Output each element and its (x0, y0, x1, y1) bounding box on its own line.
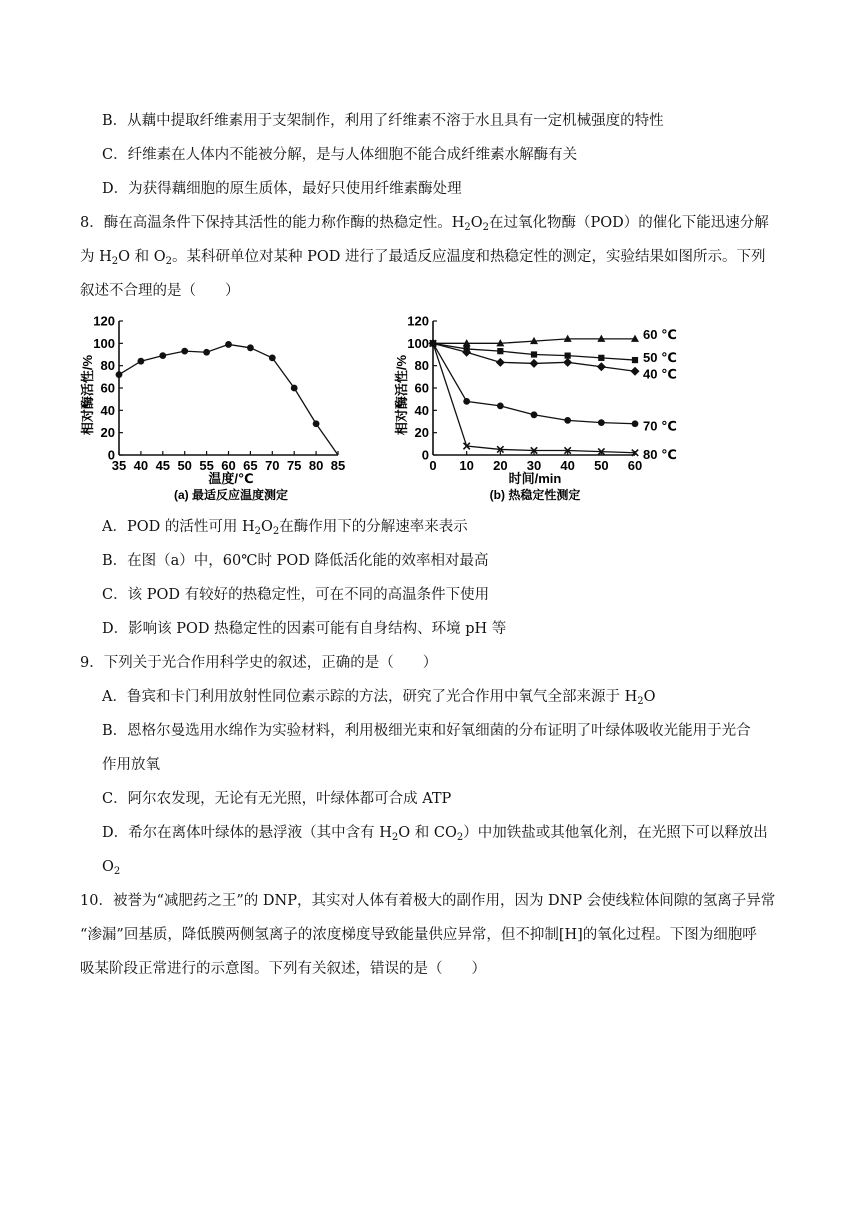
chart-b-data-point (631, 367, 640, 376)
chart-b-series-label: 60 ℃ (643, 326, 677, 342)
q8-option-c: C．该 POD 有较好的热稳定性，可在不同的高温条件下使用 (102, 587, 490, 603)
chart-b-y-tick-label: 40 (414, 402, 429, 418)
q9-stem: 9．下列关于光合作用科学史的叙述，正确的是（ ） (80, 655, 438, 671)
chart-b-data-point (531, 351, 537, 357)
chart-b-data-point (563, 358, 572, 367)
chart-a-y-tick-label: 20 (100, 425, 115, 441)
chart-a-data-point (313, 420, 320, 427)
q8-option-d: D．影响该 POD 热稳定性的因素可能有自身结构、环境 pH 等 (102, 621, 507, 637)
q9-option-a: A．鲁宾和卡门利用放射性同位素示踪的方法，研究了光合作用中氧气全部来源于 $H_2O$ (102, 689, 656, 707)
chart-b-x-tick-label: 50 (594, 458, 609, 473)
chart-b-series-label: 80 ℃ (643, 446, 677, 462)
chart-a-x-tick-label: 85 (330, 458, 346, 473)
chart-a-x-tick-label: 60 (221, 458, 236, 473)
chart-b-x-tick-label: 0 (429, 458, 437, 473)
q7-option-b: B．从藕中提取纤维素用于支架制作，利用了纤维素不溶于水且具有一定机械强度的特性 (102, 113, 664, 129)
q7-option-d: D．为获得藕细胞的原生质体，最好只使用纤维素酶处理 (102, 181, 462, 197)
chart-b-data-point (598, 419, 605, 426)
chart-a-x-tick-label: 55 (199, 458, 214, 473)
chart-b-y-tick-label: 60 (414, 380, 429, 396)
chart-b-data-point (530, 359, 539, 368)
q9-option-b-line1: B．恩格尔曼选用水绵作为实验材料，利用极细光束和好氧细菌的分布证明了叶绿体吸收光能用于光合 (102, 723, 751, 739)
chart-b-data-point (564, 417, 571, 424)
chart-b-xlabel: 时间/min (508, 471, 562, 486)
chart-a-ylabel: 相对酶活性/% (80, 354, 95, 436)
q8-option-b: B．在图（a）中，60℃时 POD 降低活化能的效率相对最高 (102, 553, 489, 569)
chart-a-x-tick-label: 80 (308, 458, 324, 473)
chart-b-y-tick-label: 100 (407, 335, 429, 351)
chart-a-data-point (269, 354, 276, 361)
q10-stem-line1: 10．被誉为“减肥药之王”的 DNP，其实对人体有着极大的副作用，因为 DNP 会使线粒体间隙的氢离子异常 (80, 893, 776, 909)
chart-b-y-tick-label: 0 (421, 447, 429, 463)
q7-option-c: C．纤维素在人体内不能被分解，是与人体细胞不能合成纤维素水解酶有关 (102, 147, 578, 163)
chart-b-y-tick-label: 20 (414, 425, 429, 441)
chart-b-series-label: 50 ℃ (643, 350, 677, 366)
chart-a-y-tick-label: 60 (100, 380, 115, 396)
chart-b-x-tick-label: 20 (493, 458, 508, 473)
q10-stem-line3: 吸某阶段正常进行的示意图。下列有关叙述，错误的是（ ） (80, 961, 486, 977)
chart-b-x-tick-label: 40 (560, 458, 575, 473)
q9-option-d-line1: D．希尔在离体叶绿体的悬浮液（其中含有 $H_2O$ 和 $CO_2$）中加铁盐或其他氧化剂，在光照下可以释放出 (102, 825, 768, 843)
chart-b-x-tick-label: 60 (627, 458, 643, 473)
chart-b-data-point (496, 358, 505, 367)
chart-b-data-point (597, 362, 606, 371)
chart-b-data-point (632, 420, 639, 427)
chart-a-x-tick-label: 75 (286, 458, 302, 473)
chart-a-x-tick-label: 45 (155, 458, 171, 473)
chart-optimal-temperature (76, 310, 356, 514)
chart-b-data-point (497, 402, 504, 409)
chart-a-y-tick-label: 120 (93, 313, 115, 329)
chart-b-y-tick-label: 120 (407, 313, 429, 329)
chart-a-y-tick-label: 80 (100, 358, 115, 374)
q9-option-d-line2: $O_2$ (102, 859, 121, 877)
chart-b-data-point (632, 357, 638, 363)
chart-a-xlabel: 温度/℃ (208, 471, 254, 486)
q9-option-b-line2: 作用放氧 (102, 757, 160, 773)
chart-a-data-point (225, 341, 232, 348)
chart-a-x-tick-label: 50 (177, 458, 192, 473)
chart-a-x-tick-label: 70 (265, 458, 280, 473)
chart-a-data-point (291, 385, 298, 392)
chart-b-x-tick-label: 30 (526, 458, 542, 473)
chart-a-data-point (181, 348, 188, 355)
chart-a-data-point (138, 358, 145, 365)
chart-a-x-tick-label: 65 (243, 458, 258, 473)
chart-b-data-point (531, 411, 538, 418)
chart-b-svg (390, 310, 690, 510)
chart-a-y-tick-label: 100 (93, 335, 115, 351)
chart-a-data-point (247, 344, 254, 351)
chart-a-series-line (119, 344, 338, 455)
chart-a-x-tick-label: 35 (111, 458, 127, 473)
q8-stem-line1: 8．酶在高温条件下保持其活性的能力称作酶的热稳定性。$H_2O_2$在过氧化物酶（POD）的催化下能迅速分解 (80, 215, 769, 233)
q8-stem-line2: 为 $H_2O$ 和 $O_2$。某科研单位对某种 POD 进行了最适反应温度和热稳定性的测定，实验结果如图所示。下列 (80, 249, 766, 267)
chart-b-ylabel: 相对酶活性/% (394, 354, 409, 436)
chart-b-series-label: 40 ℃ (643, 366, 677, 382)
chart-a-svg (76, 310, 356, 510)
q10-stem-line2: “渗漏”回基质，降低膜两侧氢离子的浓度梯度导致能量供应异常，但不抑制[H]的氧化过程。下图为细胞呼 (80, 927, 757, 943)
chart-b-data-point (497, 348, 503, 354)
chart-thermal-stability (390, 310, 690, 514)
chart-a-data-point (116, 371, 123, 378)
chart-b-y-tick-label: 80 (414, 358, 429, 374)
q9-option-c: C．阿尔农发现，无论有无光照，叶绿体都可合成 ATP (102, 791, 452, 807)
chart-b-data-point (463, 398, 470, 405)
chart-b-data-point (598, 355, 604, 361)
chart-a-y-tick-label: 0 (107, 447, 115, 463)
chart-a-data-point (159, 352, 166, 359)
chart-b-series-label: 70 ℃ (643, 418, 677, 434)
q8-option-a: A．POD 的活性可用 $H_2O_2$在酶作用下的分解速率来表示 (102, 519, 468, 537)
chart-a-data-point (203, 349, 210, 356)
chart-b-title: (b) 热稳定性测定 (489, 488, 581, 502)
chart-a-title: (a) 最适反应温度测定 (173, 488, 289, 502)
chart-a-y-tick-label: 40 (100, 402, 115, 418)
chart-b-data-point (565, 353, 571, 359)
q8-stem-line3: 叙述不合理的是（ ） (80, 283, 240, 299)
chart-a-x-tick-label: 40 (133, 458, 149, 473)
chart-b-x-tick-label: 10 (459, 458, 474, 473)
